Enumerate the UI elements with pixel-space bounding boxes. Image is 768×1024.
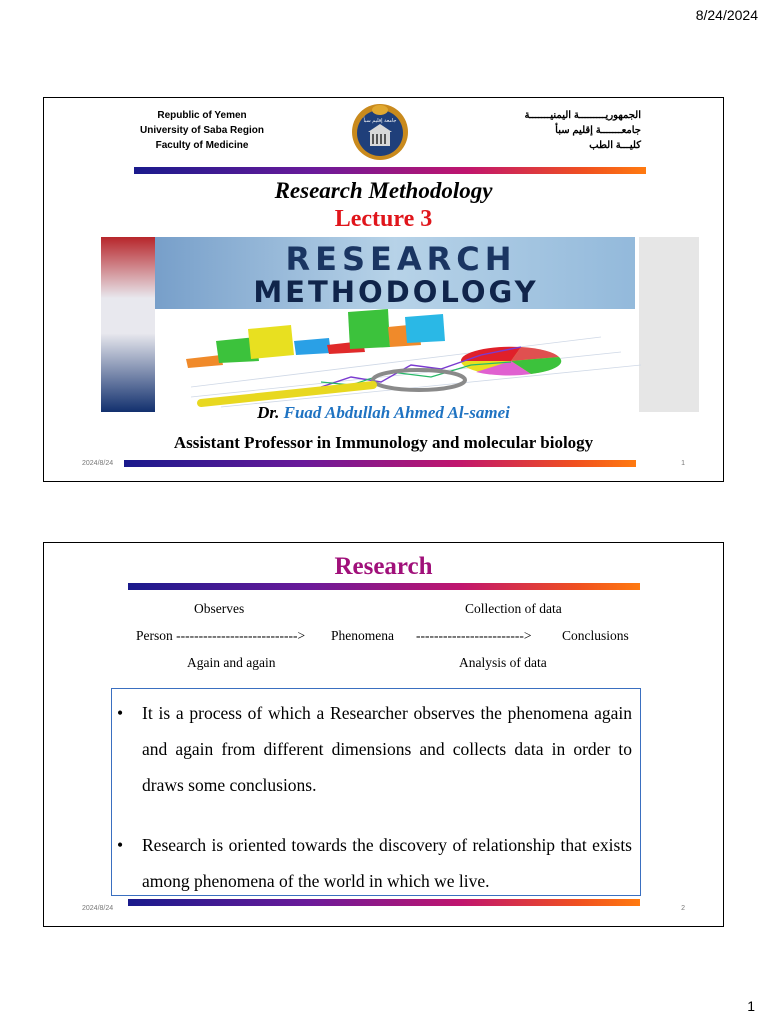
diagram-conclusions: Conclusions (562, 628, 629, 643)
university-ar-line: جامعـــــــة إقليم سبأ (555, 125, 641, 136)
university-logo (348, 102, 412, 162)
slide-number: 1 (681, 460, 685, 467)
page-date: 8/24/2024 (695, 7, 758, 23)
author-position: Assistant Professor in Immunology and molecular biology (173, 433, 594, 452)
diagram-analysis: Analysis of data (459, 655, 547, 670)
logo-text: جامعة إقليم سبأ (363, 118, 397, 124)
slide-number: 2 (681, 905, 685, 912)
diagram-phenomena: Phenomena (331, 628, 394, 643)
banner-line1: RESEARCH (285, 240, 517, 278)
header-gradient-bar (134, 167, 646, 174)
author-line (44, 403, 723, 423)
bullet-box (111, 688, 641, 896)
header-gradient-bar (128, 583, 640, 590)
footer-gradient-bar (128, 899, 640, 906)
diagram-arrow: ------------------------> (416, 628, 532, 643)
university-ar-line: كليـــة الطب (589, 140, 641, 151)
slide-title: Research (334, 553, 433, 580)
university-arabic (491, 108, 641, 153)
banner-line2: METHODOLOGY (253, 275, 539, 309)
footer-gradient-bar (124, 460, 636, 467)
diagram-collection: Collection of data (465, 601, 562, 616)
slide-1-thumbnail[interactable] (43, 97, 724, 482)
page-number: 1 (747, 998, 755, 1014)
university-english (132, 108, 272, 153)
lecture-title: Lecture 3 (334, 206, 433, 232)
diagram-again: Again and again (187, 655, 276, 670)
slide-2-thumbnail[interactable] (43, 542, 724, 927)
diagram-observes: Observes (194, 601, 245, 616)
slide-footer-date: 2024/8/24 (82, 905, 114, 912)
university-en-line: Republic of Yemen (157, 110, 247, 121)
course-title: Research Methodology (274, 178, 493, 203)
diagram-person-arrow: Person ---------------------------> (136, 628, 306, 643)
slide-footer-date: 2024/8/24 (82, 460, 114, 467)
author-name: Fuad Abdullah Ahmed Al-samei (283, 403, 510, 422)
university-ar-line: الجمهوريـــــــــة اليمنيـــــــة (524, 110, 641, 121)
author-prefix: Dr. (257, 403, 280, 422)
bullet-item: • It is a process of which a Researcher observes the phenomena again and again from different dimensions and collects data in order to draws some conclusions. (142, 695, 632, 803)
university-en-line: Faculty of Medicine (155, 140, 249, 151)
bullet-item: • Research is oriented towards the discovery of relationship that exists among phenomena of the world in which we live. (142, 827, 632, 899)
research-methodology-banner (101, 237, 699, 412)
university-en-line: University of Saba Region (140, 125, 264, 136)
